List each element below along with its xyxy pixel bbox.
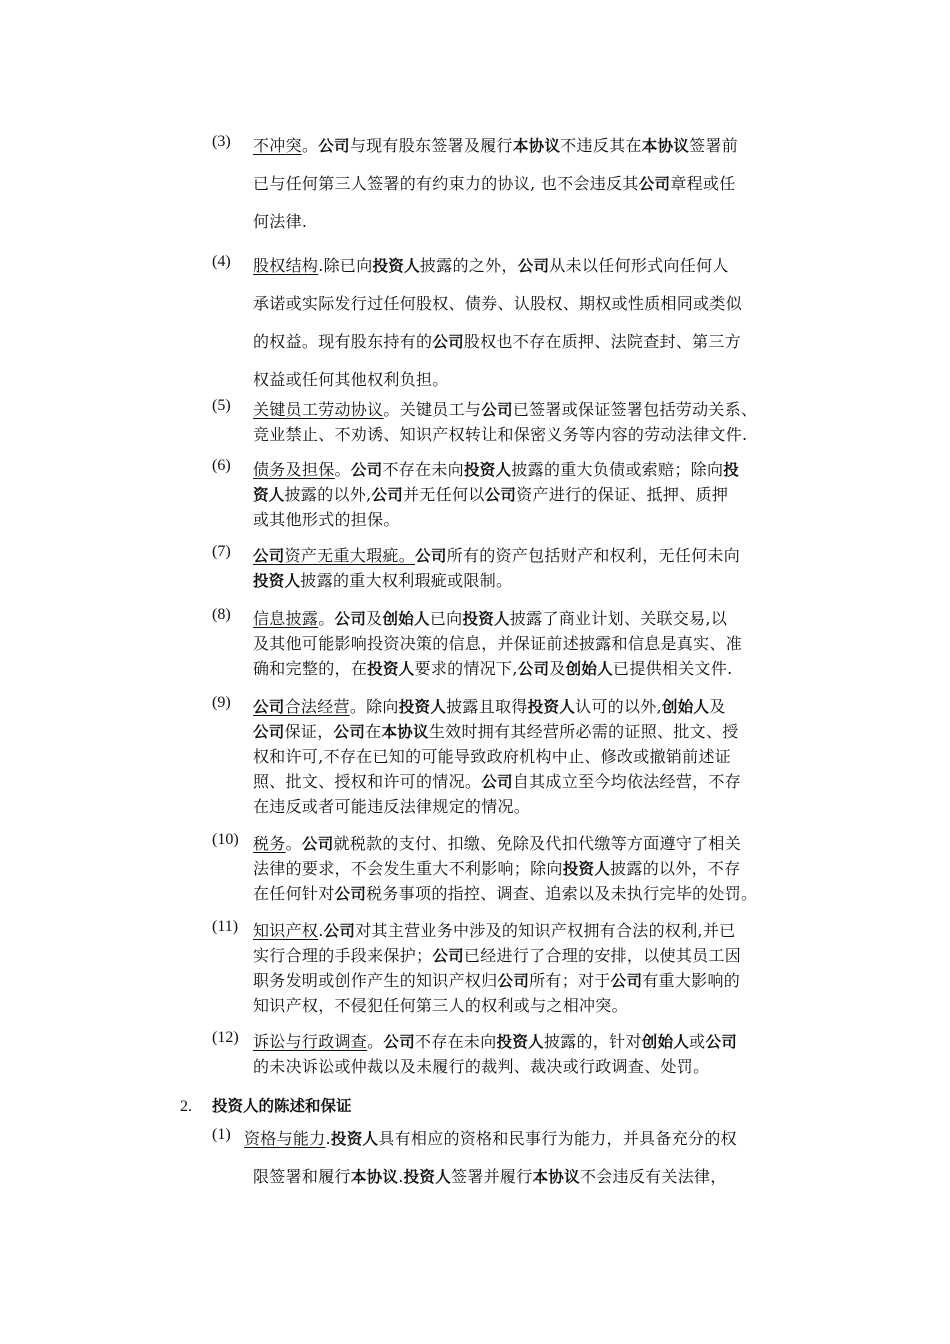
clause-text: 在违反或者可能违反法律规定的情况。 xyxy=(253,797,531,816)
clause-text: 或其他形式的担保。 xyxy=(253,510,400,529)
clause-text: 披露了商业计划、关联交易,以 xyxy=(509,609,728,628)
clause-line xyxy=(253,968,741,993)
clause-number: (9) xyxy=(212,694,231,711)
clause-text: 章程或任 xyxy=(670,174,736,193)
clause-line xyxy=(253,568,740,593)
clause-line xyxy=(253,993,741,1018)
defined-term: 公司 xyxy=(705,1033,738,1051)
defined-term: 公司 xyxy=(318,137,350,155)
clause-line xyxy=(253,209,738,247)
clause-body xyxy=(253,694,741,819)
clause-text: 所有的资产包括财产和权利，无任何未向 xyxy=(446,546,741,565)
clause-text: 竞业禁止、不劝诱、知识产权转让和保密义务等内容的劳动法律文件. xyxy=(253,425,748,444)
defined-term: 公司 xyxy=(334,610,367,628)
clause-heading: 资产无重大瑕疵。 xyxy=(284,546,416,565)
clause-text: 税务事项的指控、调查、追索以及未执行完毕的处罚。 xyxy=(366,884,758,903)
clause-heading: 税务 xyxy=(253,834,286,853)
clause-text: 保证， xyxy=(284,722,334,741)
clause-line xyxy=(253,253,742,291)
clause-body xyxy=(253,133,738,247)
clause-heading: 合法经营 xyxy=(284,697,350,716)
clause-text: 资产进行的保证、抵押、质押 xyxy=(516,485,729,504)
clause-text: 限签署和履行 xyxy=(253,1167,351,1186)
section-heading xyxy=(180,1093,352,1119)
defined-term: 本协议 xyxy=(641,137,690,155)
defined-term: 投资人 xyxy=(372,257,420,275)
clause-line xyxy=(253,918,741,943)
defined-term: 资人 xyxy=(253,486,285,504)
clause-text: 要求的情况下, xyxy=(414,659,518,678)
clause-text: 权益或任何其他权利负担。 xyxy=(253,370,449,389)
clause-line xyxy=(253,291,742,329)
clause-heading: 资格与能力 xyxy=(244,1129,326,1148)
clause-text: 不会违反有关法律， xyxy=(579,1167,727,1186)
clause-text: 或 xyxy=(689,1032,706,1051)
clause-text: 。 xyxy=(367,1032,384,1051)
clause-text: . xyxy=(398,1167,404,1186)
defined-term: 公司 xyxy=(517,257,550,275)
clause-text: 及 xyxy=(709,697,726,716)
defined-term: 创始人 xyxy=(661,698,710,716)
defined-term: 公司 xyxy=(415,547,447,565)
clause-line xyxy=(253,881,757,906)
clause-text: 照、批文、授权和许可的情况。 xyxy=(253,772,482,791)
clause-line xyxy=(253,482,739,507)
defined-term: 创始人 xyxy=(565,660,614,678)
clause-text: 已签署或保证签署包括劳动关系、 xyxy=(512,400,758,419)
defined-term: 公司 xyxy=(350,461,383,479)
clause-text: 已提供相关文件. xyxy=(613,659,733,678)
clause-text: 。 xyxy=(318,609,335,628)
clause-line xyxy=(253,943,741,968)
clause-heading: 股权结构 xyxy=(253,256,319,275)
clause-text: 在任何针对 xyxy=(253,884,335,903)
clause-text: 不存在未向 xyxy=(415,1032,497,1051)
clause-text: 披露的重大权利瑕疵或限制。 xyxy=(300,571,513,590)
clause-text: 法律的要求，不会发生重大不利影响；除向 xyxy=(253,859,563,878)
clause-text: .除已向 xyxy=(318,256,373,275)
clause-text: 。 xyxy=(334,460,351,479)
defined-term: 投资人 xyxy=(562,860,611,878)
clause-line xyxy=(244,1126,737,1164)
clause-line xyxy=(253,719,741,744)
clause-text: 已经进行了合理的安排，以使其员工因 xyxy=(463,946,742,965)
clause-text: 的权益。现有股东持有的 xyxy=(253,332,433,351)
defined-term: 公司 xyxy=(253,547,285,565)
clause-text: 何法律. xyxy=(253,212,308,231)
clause-line xyxy=(253,133,738,171)
defined-term: 公司 xyxy=(481,773,513,791)
clause-line xyxy=(253,543,740,568)
clause-line xyxy=(253,606,742,631)
clause-text: 及 xyxy=(549,659,566,678)
clause-line xyxy=(253,422,757,447)
clause-line xyxy=(253,171,738,209)
defined-term: 公司 xyxy=(334,885,367,903)
defined-term: 投资人 xyxy=(463,461,512,479)
clause-text: 披露且取得 xyxy=(446,697,528,716)
defined-term: 本协议 xyxy=(532,1168,580,1186)
clause-text: 与现有股东签署及履行 xyxy=(349,136,513,155)
defined-term: 本协议 xyxy=(512,137,561,155)
clause-number: (11) xyxy=(212,918,239,935)
clause-line xyxy=(253,769,741,794)
clause-line xyxy=(253,631,742,656)
defined-term: 公司 xyxy=(432,947,464,965)
defined-term: 投资人 xyxy=(496,1033,544,1051)
clause-heading: 关键员工劳动协议 xyxy=(253,400,384,419)
defined-term: 创始人 xyxy=(641,1033,690,1051)
section-title: 投资人的陈述和保证 xyxy=(212,1097,352,1115)
clause-line xyxy=(253,329,742,367)
clause-text: 披露的以外, xyxy=(284,485,372,504)
clause-text: 从未以任何形式向任何人 xyxy=(549,256,729,275)
clause-text: . xyxy=(318,921,324,940)
clause-body xyxy=(244,1126,737,1202)
clause-text: 披露的重大负债或索赔；除向 xyxy=(511,460,724,479)
clause-text: . xyxy=(325,1129,331,1148)
clause-body xyxy=(253,253,742,405)
defined-term: 公司 xyxy=(371,486,404,504)
defined-term: 创始人 xyxy=(382,610,430,628)
clause-number: (3) xyxy=(212,133,231,150)
defined-term: 投资人 xyxy=(403,1168,452,1186)
defined-term: 投资人 xyxy=(398,698,447,716)
clause-body xyxy=(253,831,757,906)
clause-text: 签署前 xyxy=(689,136,739,155)
section-number: 2. xyxy=(180,1098,192,1115)
clause-text: 并无任何以 xyxy=(403,485,485,504)
clause-line xyxy=(253,1029,737,1054)
clause-line xyxy=(253,744,741,769)
clause-text: 已与任何第三人签署的有约束力的协议, 也不会违反其 xyxy=(253,174,639,193)
clause-text: 披露的以外，不存 xyxy=(610,859,741,878)
clause-text: 披露的之外， xyxy=(419,256,518,275)
clause-text: 所有；对于 xyxy=(529,971,611,990)
defined-term: 公司 xyxy=(484,486,517,504)
clause-text: 知识产权，不侵犯任何第三人的权利或与之相冲突。 xyxy=(253,996,628,1015)
defined-term: 公司 xyxy=(638,175,671,193)
clause-line xyxy=(253,831,757,856)
defined-term: 投资人 xyxy=(527,698,576,716)
clause-text: 披露的，针对 xyxy=(543,1032,642,1051)
clause-body xyxy=(253,918,741,1018)
defined-term: 投资人 xyxy=(330,1130,379,1148)
clause-text: 生效时拥有其经营所必需的证照、批文、授 xyxy=(428,722,739,741)
clause-text: 不违反其在 xyxy=(560,136,642,155)
clause-line xyxy=(244,1164,737,1202)
clause-text: 职务发明或创作产生的知识产权归 xyxy=(253,971,498,990)
clause-text: 自其成立至今均依法经营，不存 xyxy=(512,772,742,791)
defined-term: 公司 xyxy=(253,723,285,741)
clause-heading: 不冲突 xyxy=(253,136,302,155)
clause-text: 确和完整的，在 xyxy=(253,659,368,678)
clause-line xyxy=(253,1054,737,1079)
clause-body xyxy=(253,543,740,593)
clause-number: (10) xyxy=(212,831,239,848)
defined-term: 投资人 xyxy=(462,610,510,628)
defined-term: 公司 xyxy=(481,401,513,419)
defined-term: 公司 xyxy=(333,723,366,741)
clause-line xyxy=(253,397,757,422)
defined-term: 公司 xyxy=(323,922,356,940)
clause-text: 承诺或实际发行过任何股权、债券、认股权、期权或性质相同或类似 xyxy=(253,294,743,313)
clause-text: 实行合理的手段来保护； xyxy=(253,946,433,965)
clause-line xyxy=(253,457,739,482)
clause-text: 股权也不存在质押、法院查封、第三方 xyxy=(463,332,742,351)
clause-text: 不存在未向 xyxy=(382,460,464,479)
defined-term: 公司 xyxy=(497,972,530,990)
defined-term: 本协议 xyxy=(381,723,429,741)
clause-heading: 信息披露 xyxy=(253,609,319,628)
clause-line xyxy=(253,656,742,681)
clause-line xyxy=(253,507,739,532)
clause-number: (8) xyxy=(212,606,231,623)
clause-number: (4) xyxy=(212,253,231,270)
clause-text: 有重大影响的 xyxy=(642,971,741,990)
clause-text: 认可的以外, xyxy=(575,697,662,716)
defined-term: 投资人 xyxy=(367,660,415,678)
clause-text: 在 xyxy=(365,722,382,741)
clause-body xyxy=(253,1029,737,1079)
clause-text: 。关键员工与 xyxy=(383,400,482,419)
clause-text: 。 xyxy=(301,136,319,155)
defined-term: 公司 xyxy=(253,698,285,716)
clause-text: 对其主营业务中涉及的知识产权拥有合法的权利,并已 xyxy=(355,921,736,940)
clause-text: 权和许可,不存在已知的可能导致政府机构中止、修改或撤销前述证 xyxy=(253,747,732,766)
clause-heading: 债务及担保 xyxy=(253,460,335,479)
defined-term: 公司 xyxy=(432,333,464,351)
clause-number: (5) xyxy=(212,397,231,414)
clause-number: (12) xyxy=(212,1029,239,1046)
clause-line xyxy=(253,794,741,819)
clause-text: 签署并履行 xyxy=(451,1167,533,1186)
defined-term: 公司 xyxy=(301,835,334,853)
clause-text: 已向 xyxy=(429,609,463,628)
defined-term: 投 xyxy=(723,461,740,479)
clause-body xyxy=(253,606,742,681)
clause-heading: 诉讼与行政调查 xyxy=(253,1032,368,1051)
clause-text: 具有相应的资格和民事行为能力，并具备充分的权 xyxy=(378,1129,737,1148)
clause-body xyxy=(253,457,739,532)
clause-line xyxy=(253,856,757,881)
defined-term: 公司 xyxy=(610,972,643,990)
clause-line xyxy=(253,694,741,719)
clause-number: (1) xyxy=(212,1126,231,1143)
clause-number: (7) xyxy=(212,543,231,560)
defined-term: 本协议 xyxy=(350,1168,399,1186)
clause-text: 及 xyxy=(366,609,383,628)
clause-text: 的未决诉讼或仲裁以及未履行的裁判、裁决或行政调查、处罚。 xyxy=(253,1057,710,1076)
defined-term: 投资人 xyxy=(253,572,301,590)
clause-text: 及其他可能影响投资决策的信息，并保证前述披露和信息是真实、准 xyxy=(253,634,743,653)
defined-term: 公司 xyxy=(383,1033,416,1051)
defined-term: 公司 xyxy=(517,660,550,678)
clause-body xyxy=(253,397,757,447)
clause-text: 就税款的支付、扣缴、免除及代扣代缴等方面遵守了相关 xyxy=(333,834,742,853)
clause-number: (6) xyxy=(212,457,231,474)
clause-heading: 知识产权 xyxy=(253,921,319,940)
clause-text: 。 xyxy=(285,834,302,853)
clause-text: 。除向 xyxy=(349,697,399,716)
